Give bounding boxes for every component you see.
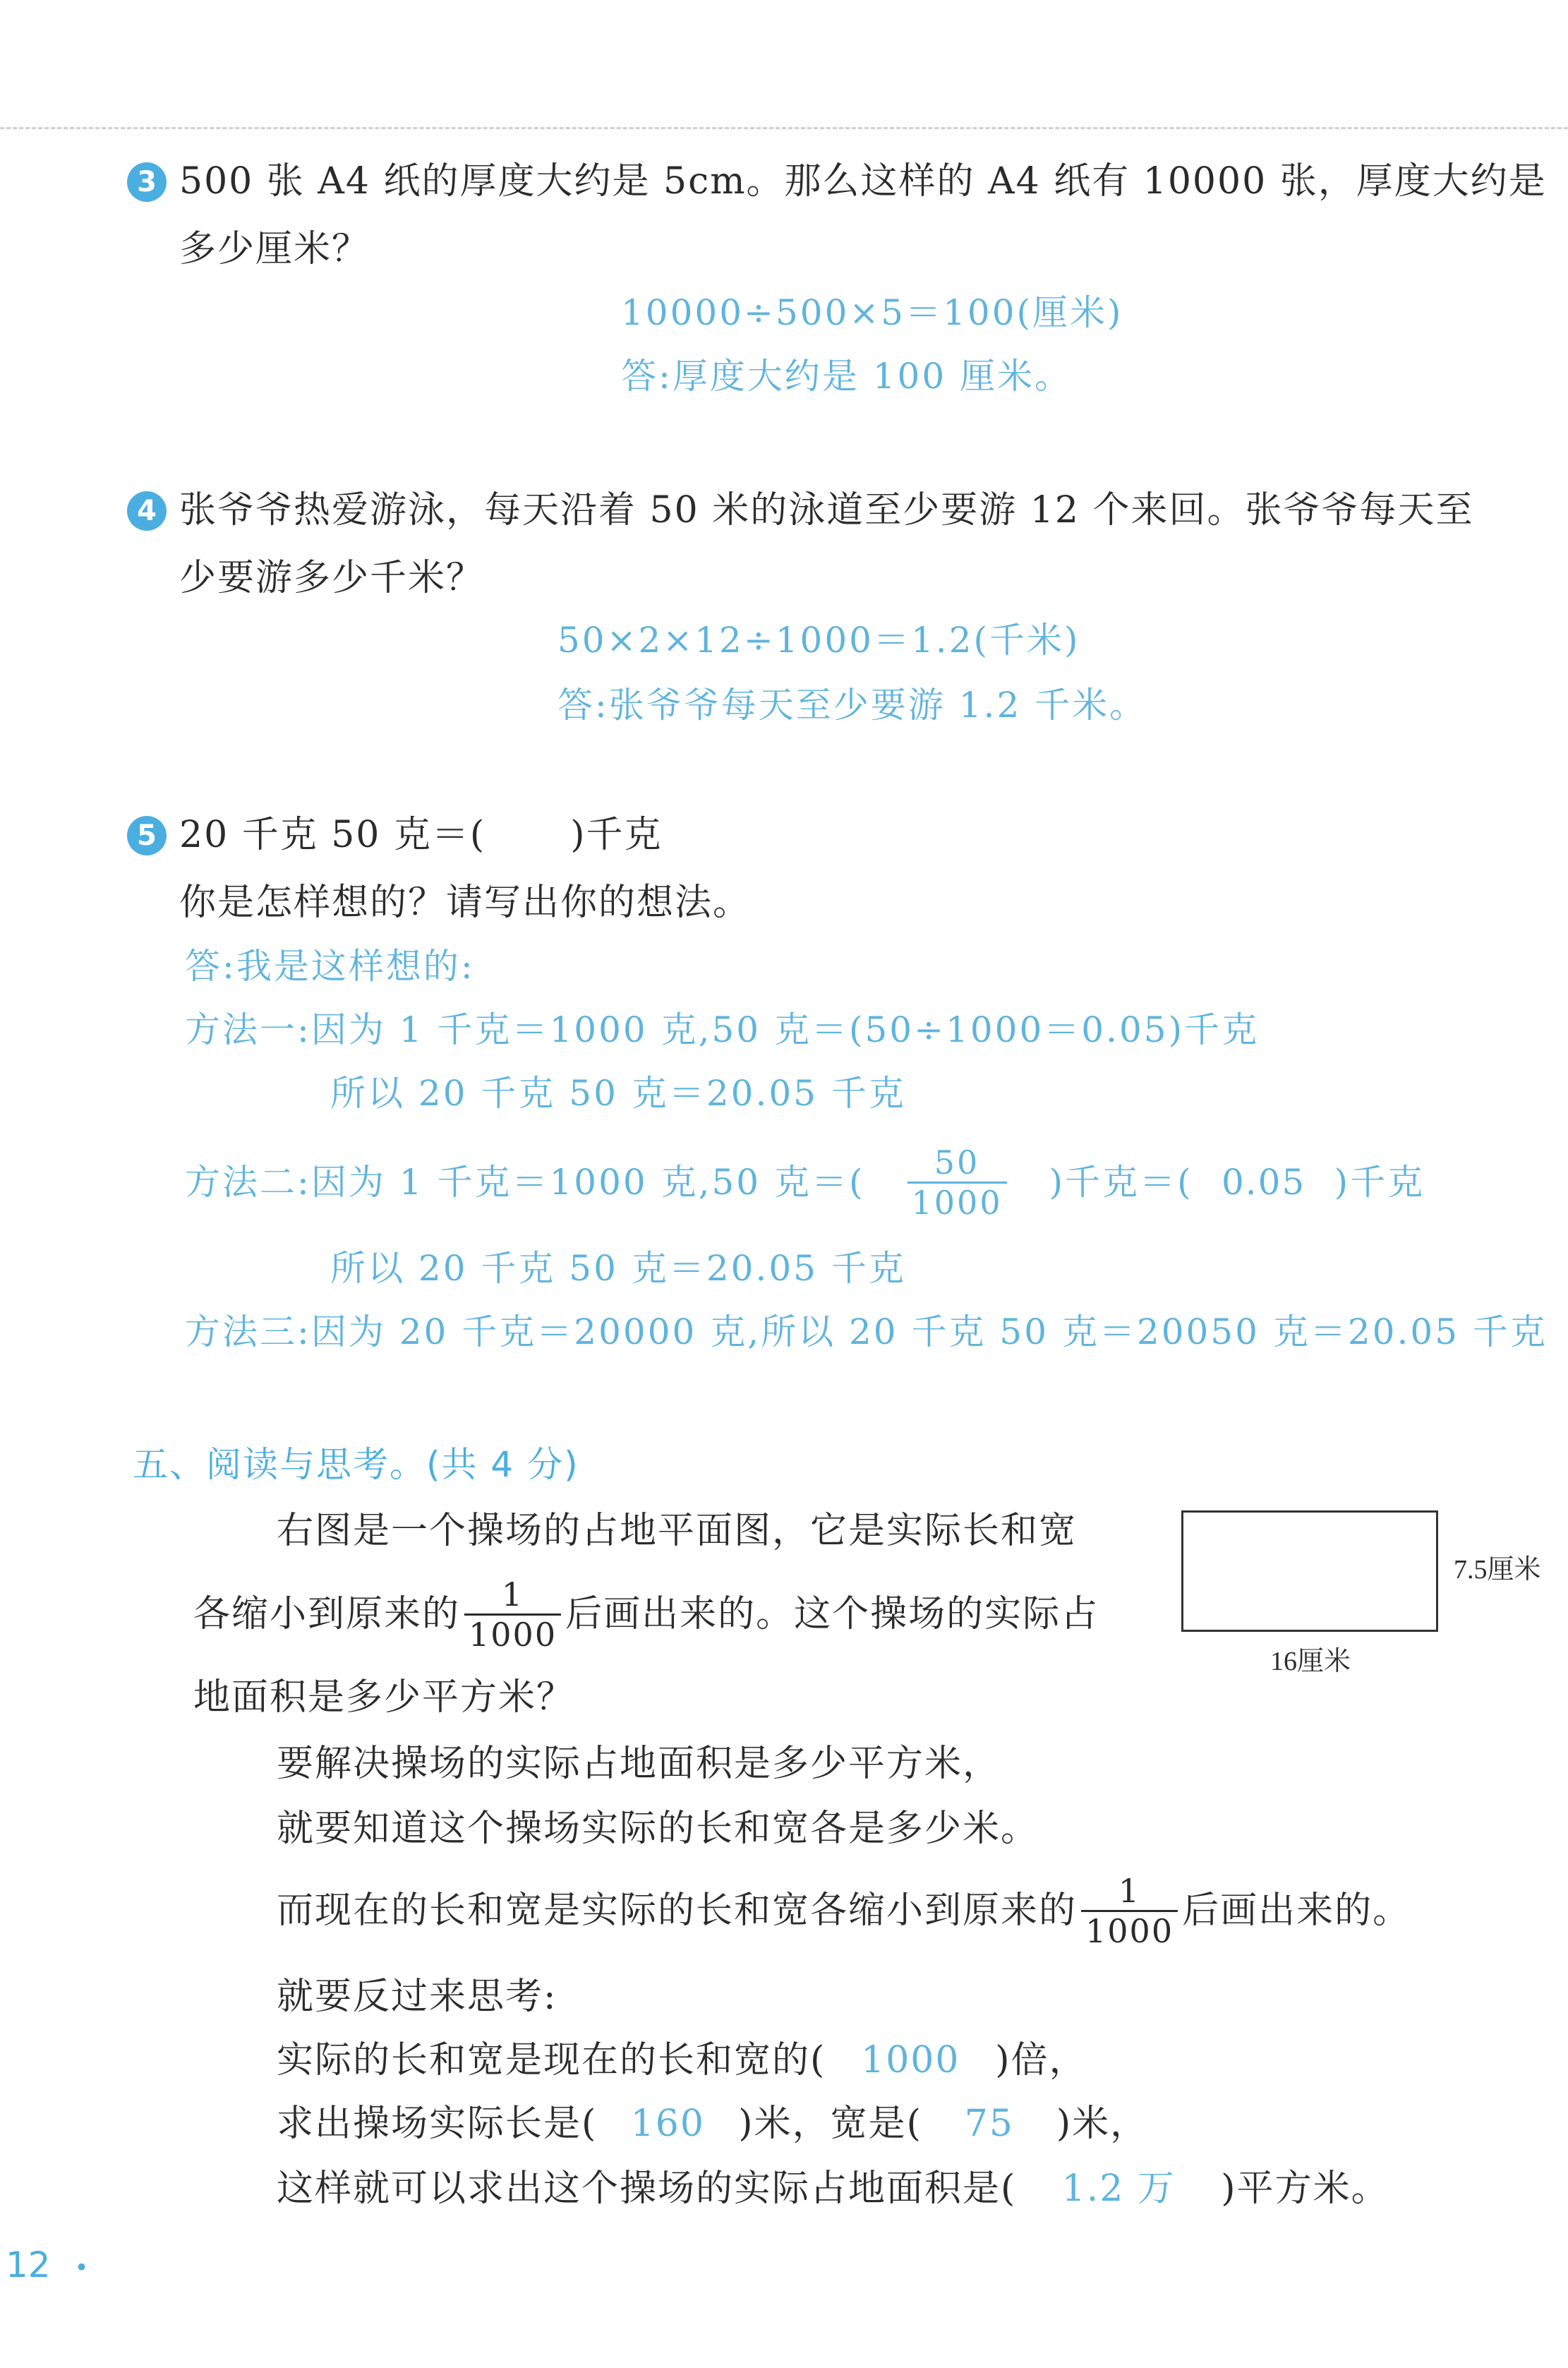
q3-answer-text: 答:厚度大约是 100 厘米。	[621, 356, 1073, 397]
fraction-denominator: 1000	[464, 1613, 561, 1651]
hint-line3-pre: 而现在的长和宽是实际的长和宽各缩小到原来的	[277, 1889, 1078, 1932]
reading-fraction	[464, 1575, 561, 1654]
hint-line3-post: 后画出来的。	[1182, 1889, 1411, 1932]
hint-line1: 要解决操场的实际占地面积是多少平方米，	[277, 1743, 1001, 1785]
q5-method2-line1	[185, 1136, 1425, 1228]
q5-method2-value: 0.05	[1221, 1162, 1306, 1203]
question-number-badge: 4	[127, 491, 167, 531]
field-length-label: 16厘米	[1270, 1647, 1351, 1676]
reading-text-line2	[193, 1575, 1099, 1653]
hint-line6-pre: 求出操场实际长是(	[277, 2103, 598, 2145]
q5-method1-line1: 方法一:因为 1 千克＝1000 克,50 克＝(50÷1000＝0.05)千克	[185, 1009, 1260, 1050]
q5-method2-fraction	[907, 1143, 1007, 1222]
reading-text-line3: 地面积是多少平方米？	[193, 1676, 575, 1719]
fraction-numerator: 1	[501, 1575, 524, 1613]
q5-method2-mid: )千克＝(	[1049, 1162, 1193, 1203]
question-number-badge: 5	[127, 816, 167, 855]
q5-line1-post: )千克	[570, 814, 663, 856]
q3-text-line2: 多少厘米？	[179, 228, 370, 270]
fraction-numerator: 50	[934, 1143, 980, 1182]
times-answer: 1000	[861, 2039, 960, 2081]
hint-line5	[277, 2036, 1087, 2085]
q3-answer-equation: 10000÷500×5＝100(厘米)	[621, 292, 1123, 333]
hint-line5-post: )倍，	[995, 2039, 1087, 2081]
reading-text-line1: 右图是一个操场的占地平面图，它是实际长和宽	[277, 1510, 1078, 1552]
q4-answer-text: 答:张爷爷每天至少要游 1.2 千米。	[557, 685, 1147, 726]
hint-line2: 就要知道这个操场实际的长和宽各是多少米。	[277, 1808, 1039, 1850]
q5-text-line1	[179, 810, 663, 860]
hint-line6-post: )米，	[1056, 2103, 1149, 2145]
reading-line2-pre: 各缩小到原来的	[193, 1593, 461, 1635]
q4-answer-equation: 50×2×12÷1000＝1.2(千米)	[557, 620, 1080, 661]
hint-fraction	[1081, 1871, 1178, 1950]
section-title: 五、阅读与思考。(共 4 分)	[133, 1444, 579, 1485]
q5-line1-pre: 20 千克 50 克＝(	[179, 814, 486, 856]
actual-width-answer: 75	[964, 2103, 1014, 2145]
hint-line7-pre: 这样就可以求出这个操场的实际占地面积是(	[277, 2168, 1017, 2210]
hint-line6	[277, 2099, 1148, 2148]
fraction-numerator: 1	[1118, 1871, 1141, 1910]
q5-method2-line2: 所以 20 千克 50 克＝20.05 千克	[330, 1248, 906, 1289]
actual-area-answer: 1.2 万	[1061, 2168, 1176, 2210]
q5-text-line2: 你是怎样想的？请写出你的想法。	[179, 882, 752, 924]
q5-method3-line1: 方法三:因为 20 千克＝20000 克,所以 20 千克 50 克＝20050 克＝20.05 千克	[185, 1311, 1548, 1352]
hint-line5-pre: 实际的长和宽是现在的长和宽的(	[277, 2039, 826, 2081]
page-number-value: 12	[6, 2244, 51, 2285]
q4-text-line2: 少要游多少千米？	[179, 557, 485, 599]
q5-method1-line2: 所以 20 千克 50 克＝20.05 千克	[330, 1073, 906, 1114]
hint-line4: 就要反过来思考:	[277, 1976, 557, 2018]
hint-line3	[277, 1872, 1411, 1949]
question-number-badge: 3	[127, 162, 167, 202]
top-dashed-divider	[0, 127, 1568, 129]
q3-text-line1: 500 张 A4 纸的厚度大约是 5cm。那么这样的 A4 纸有 10000 张，厚度大约是	[179, 160, 1547, 203]
reading-line2-post: 后画出来的。这个操场的实际占	[565, 1593, 1099, 1635]
actual-length-answer: 160	[630, 2103, 705, 2145]
hint-line7-post: )平方米。	[1221, 2168, 1389, 2210]
page-number-dot: •	[74, 2253, 89, 2282]
q5-method2-pre: 方法二:因为 1 千克＝1000 克,50 克＝(	[185, 1162, 865, 1203]
fraction-denominator: 1000	[907, 1182, 1007, 1219]
page-number	[6, 2244, 89, 2285]
q5-method2-post: )千克	[1334, 1162, 1425, 1203]
q4-text-line1: 张爷爷热爱游泳，每天沿着 50 米的泳道至少要游 12 个来回。张爷爷每天至	[179, 489, 1474, 531]
field-width-label: 7.5厘米	[1454, 1555, 1541, 1585]
q5-answer-intro: 答:我是这样想的:	[185, 946, 475, 987]
hint-line6-mid: )米，宽是(	[738, 2103, 922, 2145]
fraction-denominator: 1000	[1081, 1910, 1178, 1947]
hint-line7	[277, 2164, 1389, 2213]
field-rectangle-figure	[1181, 1510, 1438, 1632]
